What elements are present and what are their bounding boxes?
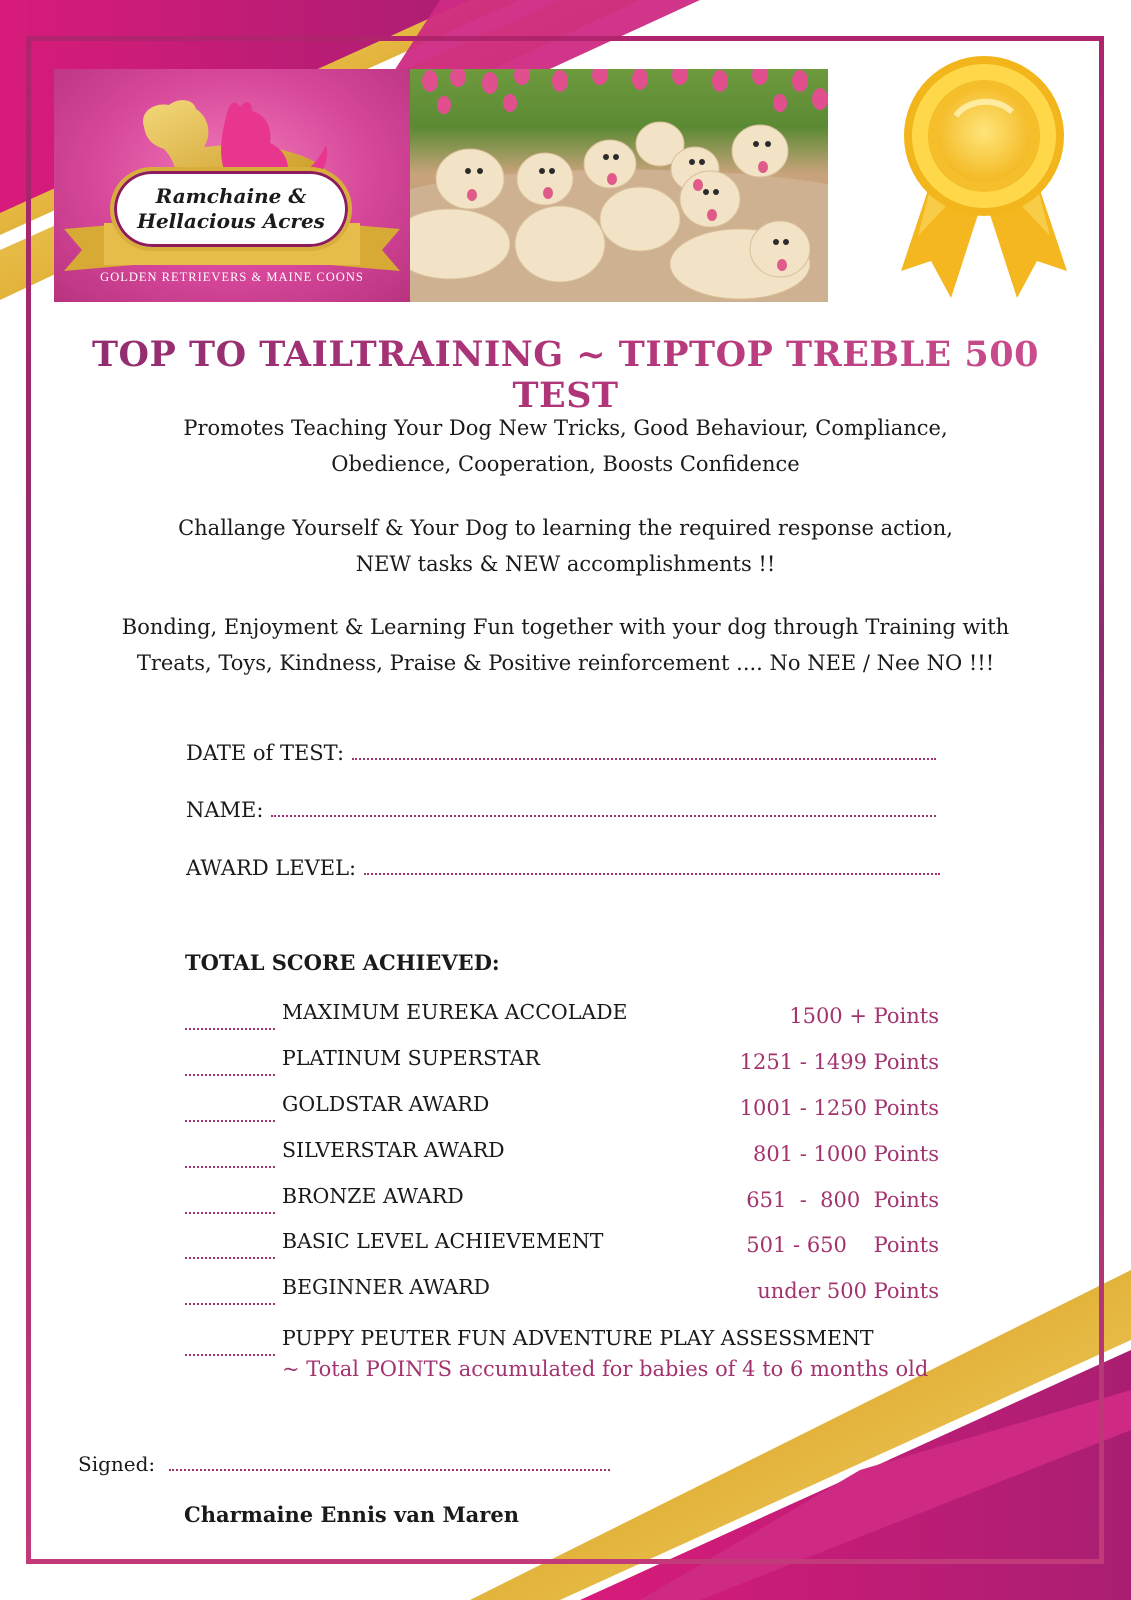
paragraph-line: Obedience, Cooperation, Boosts Confidence bbox=[331, 452, 800, 476]
level-name: PUPPY PEUTER FUN ADVENTURE PLAY ASSESSMENT bbox=[282, 1326, 874, 1350]
signature-field[interactable] bbox=[78, 1446, 610, 1476]
kennel-logo bbox=[54, 69, 410, 302]
award-level-label: AWARD LEVEL: bbox=[186, 856, 357, 880]
score-level-row[interactable] bbox=[185, 1184, 939, 1218]
level-points: 801 - 1000 Points bbox=[752, 1142, 939, 1166]
score-blank[interactable] bbox=[185, 1354, 275, 1356]
level-name: SILVERSTAR AWARD bbox=[282, 1138, 505, 1162]
score-blank[interactable] bbox=[185, 1028, 275, 1030]
intro-paragraph-1 bbox=[60, 410, 1071, 482]
score-blank[interactable] bbox=[185, 1257, 275, 1259]
score-level-row[interactable] bbox=[185, 1092, 939, 1126]
level-points: under 500 Points bbox=[757, 1279, 939, 1303]
date-of-test-label: DATE of TEST: bbox=[186, 741, 345, 765]
page-title: TOP TO TAILTRAINING ~ TIPTOP TREBLE 500 TEST bbox=[40, 334, 1091, 416]
puppy-assessment-note: ~ Total POINTS accumulated for babies of 4 to 6 months old bbox=[282, 1357, 929, 1381]
level-name: PLATINUM SUPERSTAR bbox=[282, 1046, 540, 1070]
level-name: BRONZE AWARD bbox=[282, 1184, 464, 1208]
level-points: 1251 - 1499 Points bbox=[739, 1050, 939, 1074]
level-points: 501 - 650 Points bbox=[746, 1233, 939, 1257]
golden-retrievers-photo bbox=[410, 69, 828, 302]
intro-paragraph-2 bbox=[60, 510, 1071, 582]
intro-paragraph-3 bbox=[60, 609, 1071, 681]
score-level-row[interactable] bbox=[185, 1229, 939, 1263]
level-points: 1001 - 1250 Points bbox=[739, 1096, 939, 1120]
award-level-field[interactable] bbox=[186, 850, 940, 880]
dogs-illustration bbox=[410, 69, 828, 302]
paragraph-line: Bonding, Enjoyment & Learning Fun together with your dog through Training with bbox=[121, 615, 1010, 639]
paragraph-line: Challange Yourself & Your Dog to learning the required response action, bbox=[178, 516, 953, 540]
score-level-row[interactable] bbox=[185, 1275, 939, 1309]
score-level-row[interactable] bbox=[185, 1046, 939, 1080]
award-level-blank[interactable] bbox=[364, 873, 940, 875]
signer-name: Charmaine Ennis van Maren bbox=[184, 1502, 519, 1527]
signature-blank[interactable] bbox=[169, 1469, 610, 1471]
score-blank[interactable] bbox=[185, 1212, 275, 1214]
level-name: GOLDSTAR AWARD bbox=[282, 1092, 490, 1116]
name-blank[interactable] bbox=[271, 815, 936, 817]
level-name: BASIC LEVEL ACHIEVEMENT bbox=[282, 1229, 604, 1253]
paragraph-line: Promotes Teaching Your Dog New Tricks, Good Behaviour, Compliance, bbox=[183, 416, 948, 440]
score-blank[interactable] bbox=[185, 1166, 275, 1168]
signed-label: Signed: bbox=[78, 1452, 156, 1476]
score-level-row[interactable] bbox=[185, 1138, 939, 1172]
level-points: 1500 + Points bbox=[789, 1004, 939, 1028]
score-heading: TOTAL SCORE ACHIEVED: bbox=[185, 950, 500, 975]
level-name: BEGINNER AWARD bbox=[282, 1275, 490, 1299]
score-blank[interactable] bbox=[185, 1303, 275, 1305]
score-blank[interactable] bbox=[185, 1074, 275, 1076]
logo-name-plate bbox=[110, 167, 352, 251]
date-of-test-blank[interactable] bbox=[352, 758, 936, 760]
score-blank[interactable] bbox=[185, 1120, 275, 1122]
kennel-tagline: GOLDEN RETRIEVERS & MAINE COONS bbox=[100, 270, 364, 284]
name-field[interactable] bbox=[186, 792, 936, 822]
level-name: MAXIMUM EUREKA ACCOLADE bbox=[282, 1000, 628, 1024]
score-level-row[interactable] bbox=[185, 1326, 939, 1360]
level-points: 651 - 800 Points bbox=[746, 1188, 939, 1212]
award-rosette-icon bbox=[896, 56, 1072, 308]
kennel-name: Ramchaine & Hellacious Acres bbox=[137, 184, 325, 233]
score-level-row[interactable] bbox=[185, 1000, 939, 1034]
name-label: NAME: bbox=[186, 798, 264, 822]
paragraph-line: Treats, Toys, Kindness, Praise & Positive reinforcement .... No NEE / Nee NO !!! bbox=[136, 651, 995, 675]
date-of-test-field[interactable] bbox=[186, 735, 936, 765]
paragraph-line: NEW tasks & NEW accomplishments !! bbox=[355, 552, 776, 576]
